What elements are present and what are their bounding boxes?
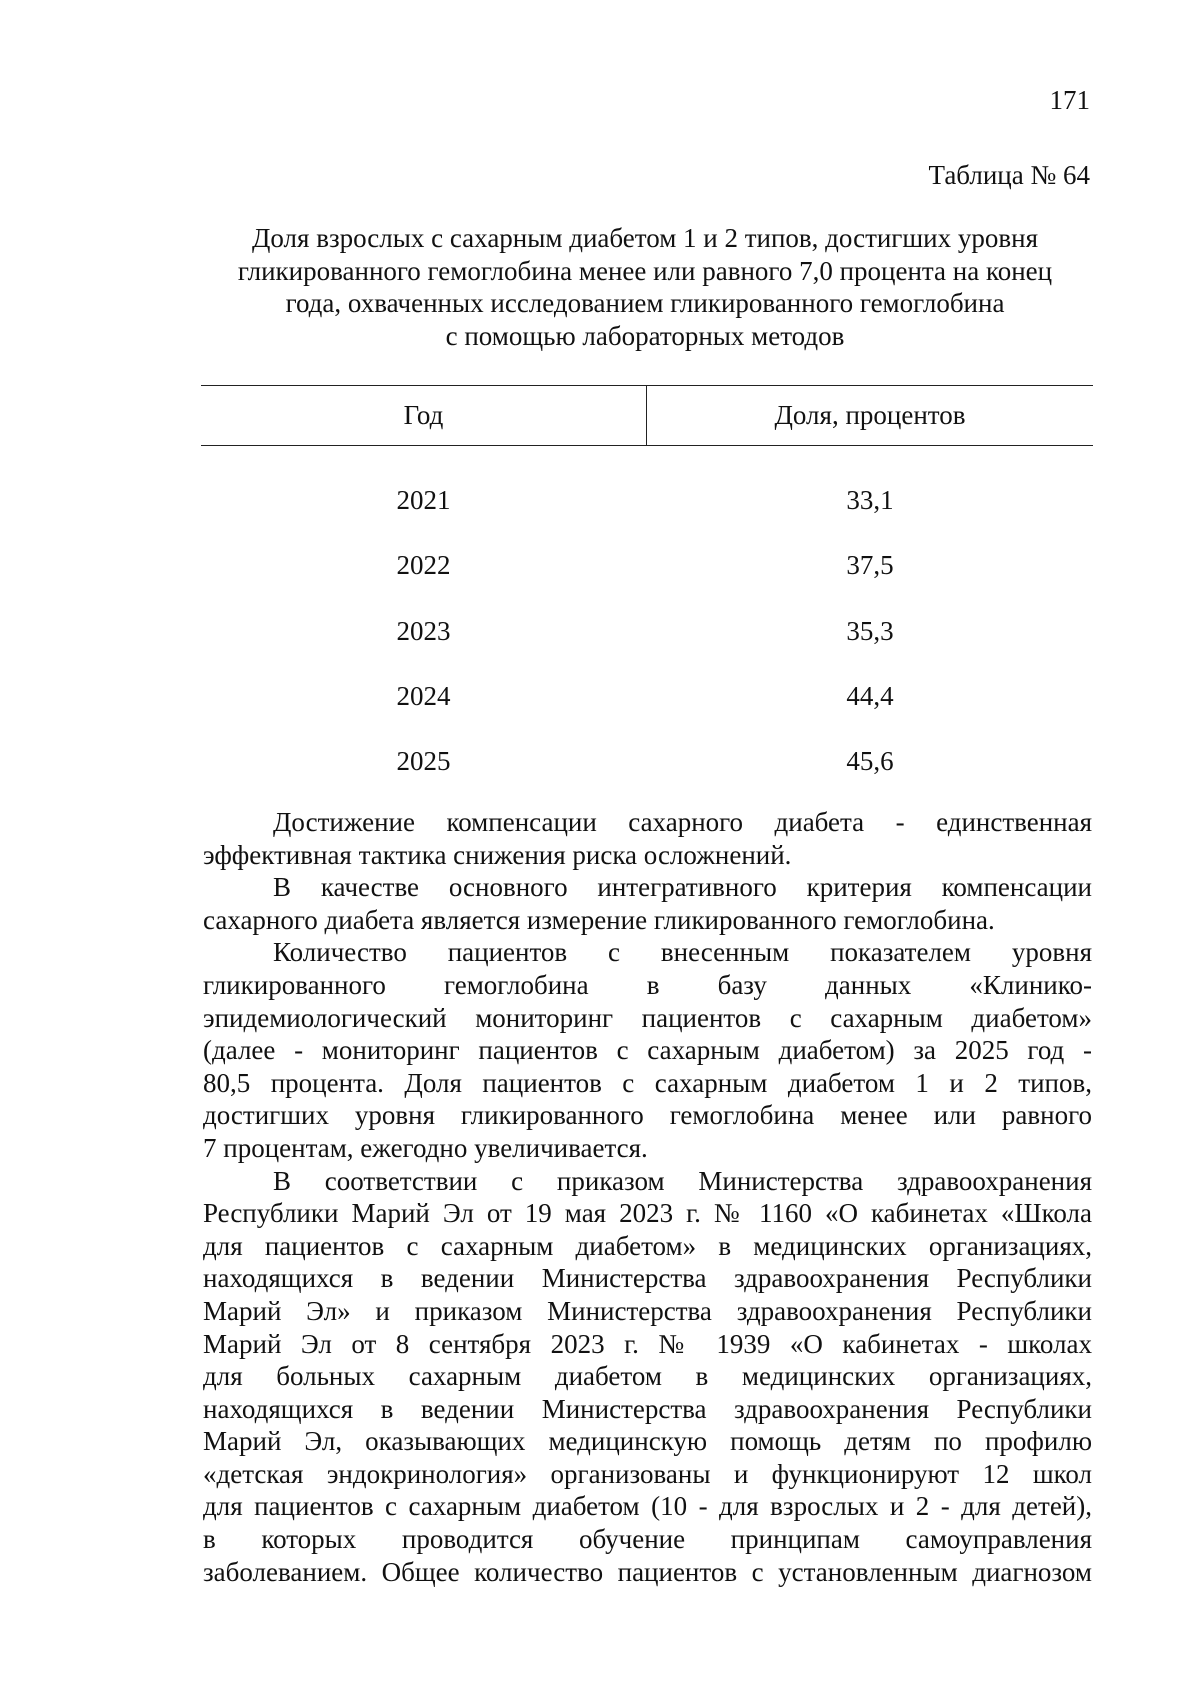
cell-year: 2023: [396, 616, 451, 646]
paragraph-line: (далее - мониторинг пациентов с сахарным диабетом) за 2025 год -: [203, 1035, 1092, 1066]
cell-share: 45,6: [846, 746, 894, 776]
cell-year: 2021: [396, 485, 451, 515]
paragraph-line: эффективная тактика снижения риска осложнений.: [203, 839, 792, 870]
paragraph-line: В соответствии с приказом Министерства здравоохранения: [273, 1165, 1092, 1196]
header-year: Год: [403, 400, 444, 430]
cell-year: 2025: [396, 746, 451, 776]
paragraph-line: для пациентов с сахарным диабетом» в медицинских организациях,: [203, 1230, 1092, 1261]
table-top-rule: [201, 385, 1093, 386]
paragraph-line: Республики Марий Эл от 19 мая 2023 г. № 1160 «О кабинетах «Школа: [203, 1198, 1092, 1229]
paragraph-line: гликированного гемоглобина в базу данных «Клинико-: [203, 969, 1092, 1000]
table-label: Таблица № 64: [928, 160, 1090, 190]
paragraph-line: Количество пациентов с внесенным показателем уровня: [273, 937, 1092, 968]
cell-share: 33,1: [846, 485, 894, 515]
title-line: гликированного гемоглобина менее или равного 7,0 процента на конец: [237, 255, 1053, 286]
title-line: Доля взрослых с сахарным диабетом 1 и 2 типов, достигших уровня: [252, 223, 1038, 253]
cell-share: 37,5: [846, 550, 894, 580]
paragraph-line: 7 процентам, ежегодно увеличивается.: [203, 1132, 648, 1163]
cell-share: 35,3: [846, 616, 894, 646]
paragraph-line: достигших уровня гликированного гемоглобина менее или равного: [203, 1100, 1092, 1131]
paragraph-line: для пациентов с сахарным диабетом (10 - для взрослых и 2 - для детей),: [203, 1491, 1092, 1522]
cell-year: 2022: [396, 550, 451, 580]
paragraph-line: 80,5 процента. Доля пациентов с сахарным диабетом 1 и 2 типов,: [203, 1067, 1092, 1098]
paragraph-line: Достижение компенсации сахарного диабета - единственная: [273, 807, 1092, 837]
paragraph-line: находящихся в ведении Министерства здравоохранения Республики: [203, 1393, 1092, 1424]
cell-share: 44,4: [846, 681, 894, 711]
paragraph-line: в которых проводится обучение принципам самоуправления: [203, 1524, 1092, 1555]
cell-year: 2024: [396, 681, 451, 711]
paragraph-line: Марий Эл от 8 сентября 2023 г. № 1939 «О кабинетах - школах: [203, 1328, 1092, 1359]
title-line: с помощью лабораторных методов: [445, 320, 845, 351]
header-share: Доля, процентов: [774, 400, 966, 430]
body-text: [203, 806, 1092, 1588]
paragraph-line: для больных сахарным диабетом в медицинских организациях,: [203, 1361, 1092, 1392]
paragraph-line: В качестве основного интегративного критерия компенсации: [273, 872, 1092, 903]
paragraph-line: находящихся в ведении Министерства здравоохранения Республики: [203, 1263, 1092, 1294]
paragraph-line: Марий Эл, оказывающих медицинскую помощь детям по профилю: [203, 1426, 1092, 1457]
page-number: 171: [1049, 85, 1090, 115]
paragraph-line: «детская эндокринология» организованы и функционируют 12 школ: [203, 1458, 1092, 1489]
paragraph-line: заболеванием. Общее количество пациентов с установленным диагнозом: [203, 1556, 1092, 1587]
table-header-rule: [201, 445, 1093, 446]
paragraph-line: эпидемиологический мониторинг пациентов с сахарным диабетом»: [203, 1002, 1092, 1033]
paragraph-line: сахарного диабета является измерение гликированного гемоглобина.: [203, 904, 995, 935]
title-line: года, охваченных исследованием гликированного гемоглобина: [285, 288, 1005, 318]
paragraph-line: Марий Эл» и приказом Министерства здравоохранения Республики: [203, 1295, 1092, 1326]
table-title: [200, 222, 1090, 352]
